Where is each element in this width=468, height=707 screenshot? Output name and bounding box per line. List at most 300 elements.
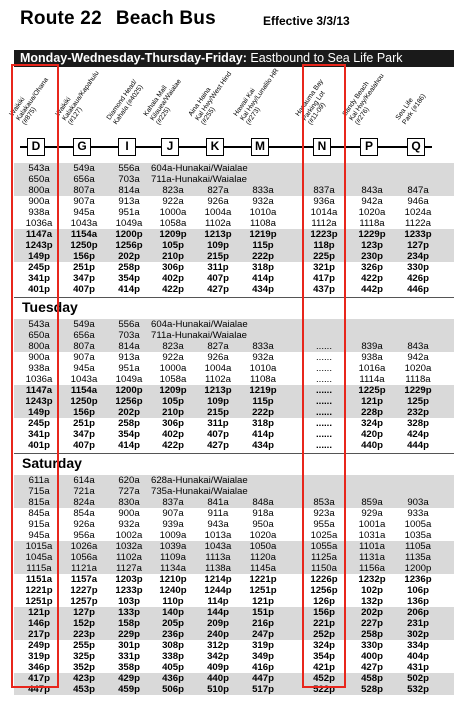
schedule-banner [14, 50, 454, 67]
time-cell: 1151a [25, 574, 53, 585]
time-cell: 1043a [70, 374, 98, 385]
time-cell: 1251p [249, 585, 277, 596]
time-cell: 409p [207, 662, 229, 673]
time-cell: 907a [73, 196, 95, 207]
time-cell: 247p [252, 629, 274, 640]
time-cell: 416p [252, 662, 274, 673]
time-cell: 331p [118, 651, 140, 662]
time-cell: 258p [118, 418, 140, 429]
time-cell: 417p [313, 273, 335, 284]
time-cell: 1236p [404, 574, 432, 585]
time-cell: 156p [313, 607, 335, 618]
time-cell: 422p [361, 273, 383, 284]
time-cell: 1223p [310, 229, 338, 240]
table-row [14, 640, 454, 651]
time-cell: 115p [252, 240, 274, 251]
time-cell: 132p [361, 596, 383, 607]
time-cell: 1256p [115, 396, 143, 407]
time-cell: 402p [162, 429, 184, 440]
table-row [14, 273, 454, 284]
table-row [14, 530, 454, 541]
time-cell: 1049a [115, 218, 143, 229]
time-cell: 245p [28, 418, 50, 429]
time-cell: 1243p [25, 240, 53, 251]
table-row [14, 174, 454, 185]
time-cell: 407p [73, 284, 95, 295]
time-cell: 1226p [310, 574, 338, 585]
time-cell: 258p [361, 629, 383, 640]
banner-days: Monday-Wednesday-Thursday-Friday: [20, 51, 247, 65]
stop-code-g: G [73, 138, 91, 156]
table-row [14, 396, 454, 407]
time-cell: 1101a [359, 541, 385, 552]
time-cell: 1240p [159, 585, 187, 596]
table-row [14, 541, 454, 552]
time-cell: 326p [361, 262, 383, 273]
time-cell: 225p [313, 251, 335, 262]
time-cell: 1219p [249, 229, 277, 240]
time-cell: 352p [73, 662, 95, 673]
time-cell: 1209p [159, 229, 187, 240]
time-cell: 103p [118, 596, 140, 607]
effective-date: Effective 3/3/13 [263, 14, 350, 28]
stop-name-text: Sea Life Park (#186) [394, 92, 427, 126]
time-cell: 447p [252, 673, 274, 684]
time-cell: 1221p [25, 585, 53, 596]
time-cell: 932a [252, 196, 274, 207]
stop-code-p: P [360, 138, 378, 156]
time-cell: 121p [361, 396, 383, 407]
time-cell: 847a [407, 185, 429, 196]
time-cell: 311p [207, 418, 229, 429]
table-row [14, 352, 454, 363]
time-cell: 900a [28, 196, 50, 207]
stop-name-text: Hawaii Kai Kal Hwy/Lunalilo HR (#273) [232, 66, 280, 126]
time-cell: 938a [28, 363, 50, 374]
time-cell: 532p [407, 684, 429, 695]
time-cell: 604a-Hunakai/Waialae [151, 163, 248, 174]
time-cell: ...... [316, 429, 332, 440]
table-row [14, 229, 454, 240]
time-cell: 1157a [70, 574, 98, 585]
time-cell: 1032a [115, 541, 143, 552]
stop-name-m [232, 66, 305, 126]
time-cell: 913a [118, 196, 140, 207]
time-cell: 234p [407, 251, 429, 262]
time-cell: 127p [73, 607, 95, 618]
time-cell: 1020a [404, 363, 432, 374]
time-cell: 427p [207, 284, 229, 295]
time-cell: 215p [207, 407, 229, 418]
time-cell: 833a [252, 185, 274, 196]
time-cell: 202p [118, 251, 140, 262]
time-cell: ...... [316, 418, 332, 429]
time-cell: 1043a [70, 218, 98, 229]
time-cell: 427p [361, 662, 383, 673]
time-cell: 807a [73, 185, 95, 196]
time-cell: 324p [361, 418, 383, 429]
time-cell: 458p [361, 673, 383, 684]
time-cell: 422p [162, 284, 184, 295]
time-cell: 620a [118, 475, 140, 486]
time-cell: 1010a [249, 363, 277, 374]
time-cell: 830a [118, 497, 140, 508]
table-row [14, 330, 454, 341]
time-cell: 1108a [250, 218, 276, 229]
time-cell: 402p [162, 273, 184, 284]
time-cell: 859a [361, 497, 383, 508]
time-cell: 839a [361, 341, 383, 352]
time-cell: 330p [361, 640, 383, 651]
time-cell: 444p [407, 440, 429, 451]
time-cell: 140p [162, 607, 184, 618]
time-cell: 126p [313, 596, 335, 607]
stop-code-d: D [27, 138, 45, 156]
time-cell: 1020a [358, 207, 386, 218]
time-cell: 133p [118, 607, 140, 618]
time-cell: 414p [252, 273, 274, 284]
time-cell: 105p [162, 240, 184, 251]
time-cell: 123p [361, 240, 383, 251]
time-cell: 434p [252, 440, 274, 451]
time-cell: 221p [313, 618, 335, 629]
schedule-title [20, 8, 230, 30]
time-cell: 252p [313, 629, 335, 640]
time-cell: 347p [73, 273, 95, 284]
time-cell: 158p [118, 618, 140, 629]
time-cell: 209p [207, 618, 229, 629]
table-row [14, 607, 454, 618]
time-cell: 1219p [249, 385, 277, 396]
table-row [14, 363, 454, 374]
time-cell: 407p [207, 429, 229, 440]
time-cell: 312p [207, 640, 229, 651]
time-cell: 1121a [71, 563, 97, 574]
time-cell: 407p [73, 440, 95, 451]
time-cell: 421p [313, 662, 335, 673]
time-cell: 453p [73, 684, 95, 695]
time-cell: 400p [361, 651, 383, 662]
stop-code-j: J [161, 138, 179, 156]
time-cell: 251p [73, 418, 95, 429]
time-cell: 222p [252, 407, 274, 418]
time-cell: 354p [118, 273, 140, 284]
time-cell: 1105a [405, 541, 431, 552]
time-cell: 814a [118, 185, 140, 196]
time-cell: 1009a [159, 530, 187, 541]
time-cell: 105p [162, 396, 184, 407]
time-cell: 843a [361, 185, 383, 196]
table-row [14, 618, 454, 629]
time-cell: 1209p [159, 385, 187, 396]
time-cell: 1114a [359, 374, 385, 385]
time-cell: 1039a [159, 541, 187, 552]
time-cell: 404p [407, 651, 429, 662]
time-cell: 1016a [358, 363, 386, 374]
time-cell: 308p [162, 640, 184, 651]
time-cell: 1113a [205, 552, 231, 563]
time-cell: 423p [73, 673, 95, 684]
time-cell: 1031a [358, 530, 386, 541]
table-row [14, 385, 454, 396]
time-cell: 854a [73, 508, 95, 519]
section-divider [14, 453, 454, 454]
time-cell: 1102a [116, 552, 142, 563]
time-cell: 1156a [359, 563, 385, 574]
time-cell: 334p [407, 640, 429, 651]
time-cell: 414p [118, 440, 140, 451]
time-cell: 216p [252, 618, 274, 629]
time-cell: 1010a [249, 207, 277, 218]
table-row [14, 596, 454, 607]
time-cell: 1125a [311, 552, 337, 563]
time-cell: 950a [252, 519, 274, 530]
stop-name-text: Hanauma Bay Parking Lot (#11-09) [294, 77, 328, 126]
time-cell: 841a [207, 497, 229, 508]
table-row [14, 629, 454, 640]
time-cell: 358p [118, 662, 140, 673]
time-cell: 442p [361, 284, 383, 295]
time-cell: 1102a [205, 374, 231, 385]
table-row [14, 519, 454, 530]
time-cell: 945a [73, 207, 95, 218]
table-row [14, 407, 454, 418]
time-cell: 1232p [358, 574, 386, 585]
time-cell: 227p [361, 618, 383, 629]
time-cell: 506p [162, 684, 184, 695]
time-cell: 110p [162, 596, 184, 607]
time-cell: 549a [73, 319, 95, 330]
time-cell: 1256p [310, 585, 338, 596]
time-cell: 1024a [404, 207, 432, 218]
time-cell: 922a [162, 196, 184, 207]
table-row [14, 185, 454, 196]
table-row [14, 196, 454, 207]
time-cell: 338p [162, 651, 184, 662]
time-cell: 152p [73, 618, 95, 629]
time-cell: 249p [28, 640, 50, 651]
time-cell: 342p [207, 651, 229, 662]
table-row [14, 552, 454, 563]
time-cell: 1250p [70, 396, 98, 407]
time-cell: 1244p [204, 585, 232, 596]
table-row [14, 497, 454, 508]
time-cell: 318p [252, 262, 274, 273]
time-cell: 151p [252, 607, 274, 618]
time-cell: 628a-Hunakai/Waialae [151, 475, 248, 486]
stop-name-text: Aina Haina Kal Hwy/West Hind (#255) [187, 69, 233, 126]
section-divider [14, 297, 454, 298]
time-cell: 845a [28, 508, 50, 519]
time-cell: 346p [28, 662, 50, 673]
time-cell: 814a [118, 341, 140, 352]
time-cell: 1004a [204, 207, 232, 218]
time-cell: 330p [407, 262, 429, 273]
time-cell: 614a [73, 475, 95, 486]
time-cell: 942a [407, 352, 429, 363]
time-cell: 1127a [116, 563, 142, 574]
time-cell: 121p [28, 607, 50, 618]
time-cell: 556a [118, 319, 140, 330]
time-cell: 848a [252, 497, 274, 508]
time-cell: 951a [118, 207, 140, 218]
time-cell: 827a [207, 185, 229, 196]
time-cell: 328p [407, 418, 429, 429]
time-cell: 144p [207, 607, 229, 618]
time-cell: 911a [207, 508, 229, 519]
time-cell: 106p [407, 585, 429, 596]
time-cell: 913a [118, 352, 140, 363]
time-cell: 1108a [250, 374, 276, 385]
time-cell: 711a-Hunakai/Waialae [151, 330, 247, 341]
time-cell: 414p [252, 429, 274, 440]
time-cell: 1000a [159, 207, 187, 218]
time-cell: 1225p [358, 385, 386, 396]
time-cell: 510p [207, 684, 229, 695]
time-cell: 440p [207, 673, 229, 684]
time-cell: 354p [313, 651, 335, 662]
time-cell: 1250p [70, 240, 98, 251]
time-cell: ...... [316, 407, 332, 418]
time-cell: 431p [407, 662, 429, 673]
time-cell: 306p [162, 418, 184, 429]
time-cell: 1150a [311, 563, 337, 574]
time-cell: 1213p [204, 385, 232, 396]
time-cell: 1257p [70, 596, 98, 607]
time-cell: 231p [407, 618, 429, 629]
time-cell: 1005a [404, 519, 432, 530]
highlight-box-waikiki [8, 64, 59, 688]
time-cell: 735a-Hunakai/Waialae [151, 486, 248, 497]
time-cell: 109p [207, 396, 229, 407]
time-cell: 942a [361, 196, 383, 207]
time-cell: 656a [73, 174, 95, 185]
time-cell: 420p [361, 429, 383, 440]
time-cell: 414p [118, 284, 140, 295]
time-cell: 440p [361, 440, 383, 451]
highlight-box-hanauma-bay [302, 64, 346, 688]
time-cell: 447p [28, 684, 50, 695]
time-cell: 922a [162, 352, 184, 363]
time-cell: 1243p [25, 396, 53, 407]
time-cell: 230p [361, 251, 383, 262]
time-cell: 1049a [115, 374, 143, 385]
time-cell: 1221p [249, 574, 277, 585]
stop-name-text: Kahala Mall Kilauea/Waialae (#225) [142, 77, 183, 126]
time-cell: 321p [313, 262, 335, 273]
time-cell: 341p [28, 273, 50, 284]
time-cell: 549a [73, 163, 95, 174]
time-cell: ...... [316, 363, 332, 374]
time-cell: 1014a [310, 207, 338, 218]
time-cell: 807a [73, 341, 95, 352]
time-cell: 543a [28, 319, 50, 330]
time-cell: 522p [313, 684, 335, 695]
time-cell: 1120a [250, 552, 276, 563]
time-cell: 945a [73, 363, 95, 374]
stop-code-k: K [206, 138, 224, 156]
time-cell: 210p [162, 251, 184, 262]
table-row [14, 240, 454, 251]
route-name: Beach Bus [115, 8, 216, 29]
table-row [14, 662, 454, 673]
time-cell: 1004a [204, 363, 232, 374]
stop-name-q [394, 70, 461, 126]
time-cell: 926a [73, 519, 95, 530]
time-cell: 853a [313, 497, 335, 508]
time-cell: 109p [207, 240, 229, 251]
time-cell: 1013a [204, 530, 232, 541]
time-cell: 1001a [358, 519, 386, 530]
time-cell: 301p [118, 640, 140, 651]
time-cell: 650a [28, 174, 50, 185]
time-cell: 240p [207, 629, 229, 640]
time-cell: 1015a [25, 541, 53, 552]
time-cell: 354p [118, 429, 140, 440]
time-cell: 915a [28, 519, 50, 530]
time-cell: 319p [252, 640, 274, 651]
time-cell: 427p [207, 440, 229, 451]
time-cell: ...... [316, 385, 332, 396]
time-cell: 611a [28, 475, 50, 486]
time-cell: 245p [28, 262, 50, 273]
time-cell: 1227p [70, 585, 98, 596]
time-cell: ...... [316, 396, 332, 407]
time-cell: 149p [28, 251, 50, 262]
time-cell: 715a [28, 486, 50, 497]
time-cell: 1026a [70, 541, 98, 552]
time-cell: ...... [316, 440, 332, 451]
table-row [14, 684, 454, 695]
time-cell: 721a [73, 486, 95, 497]
table-row [14, 475, 454, 486]
time-cell: 1147a [25, 385, 53, 396]
time-cell: 517p [252, 684, 274, 695]
table-row [14, 651, 454, 662]
time-cell: 1055a [310, 541, 338, 552]
time-cell: 217p [28, 629, 50, 640]
time-cell: 843a [407, 341, 429, 352]
time-cell: 1214p [204, 574, 232, 585]
time-cell: 1118a [359, 218, 385, 229]
time-cell: 1115a [26, 563, 52, 574]
time-cell: 319p [28, 651, 50, 662]
time-cell: 1118a [405, 374, 431, 385]
time-cell: 956a [73, 530, 95, 541]
table-row [14, 508, 454, 519]
time-cell: 436p [162, 673, 184, 684]
time-cell: 1109a [160, 552, 186, 563]
time-cell: ...... [316, 374, 332, 385]
time-cell: 401p [28, 284, 50, 295]
time-cell: 900a [118, 508, 140, 519]
time-cell: 939a [162, 519, 184, 530]
time-cell: 815a [28, 497, 50, 508]
stop-code-i: I [118, 138, 136, 156]
stop-code-q: Q [407, 138, 425, 156]
time-cell: 102p [361, 585, 383, 596]
time-cell: 407p [207, 273, 229, 284]
time-cell: 318p [252, 418, 274, 429]
time-cell: 1002a [115, 530, 143, 541]
time-cell: 951a [118, 363, 140, 374]
time-cell: 437p [313, 284, 335, 295]
time-cell: 205p [162, 618, 184, 629]
table-row [14, 284, 454, 295]
time-cell: 932a [118, 519, 140, 530]
table-row [14, 418, 454, 429]
time-cell: 1112a [311, 218, 337, 229]
